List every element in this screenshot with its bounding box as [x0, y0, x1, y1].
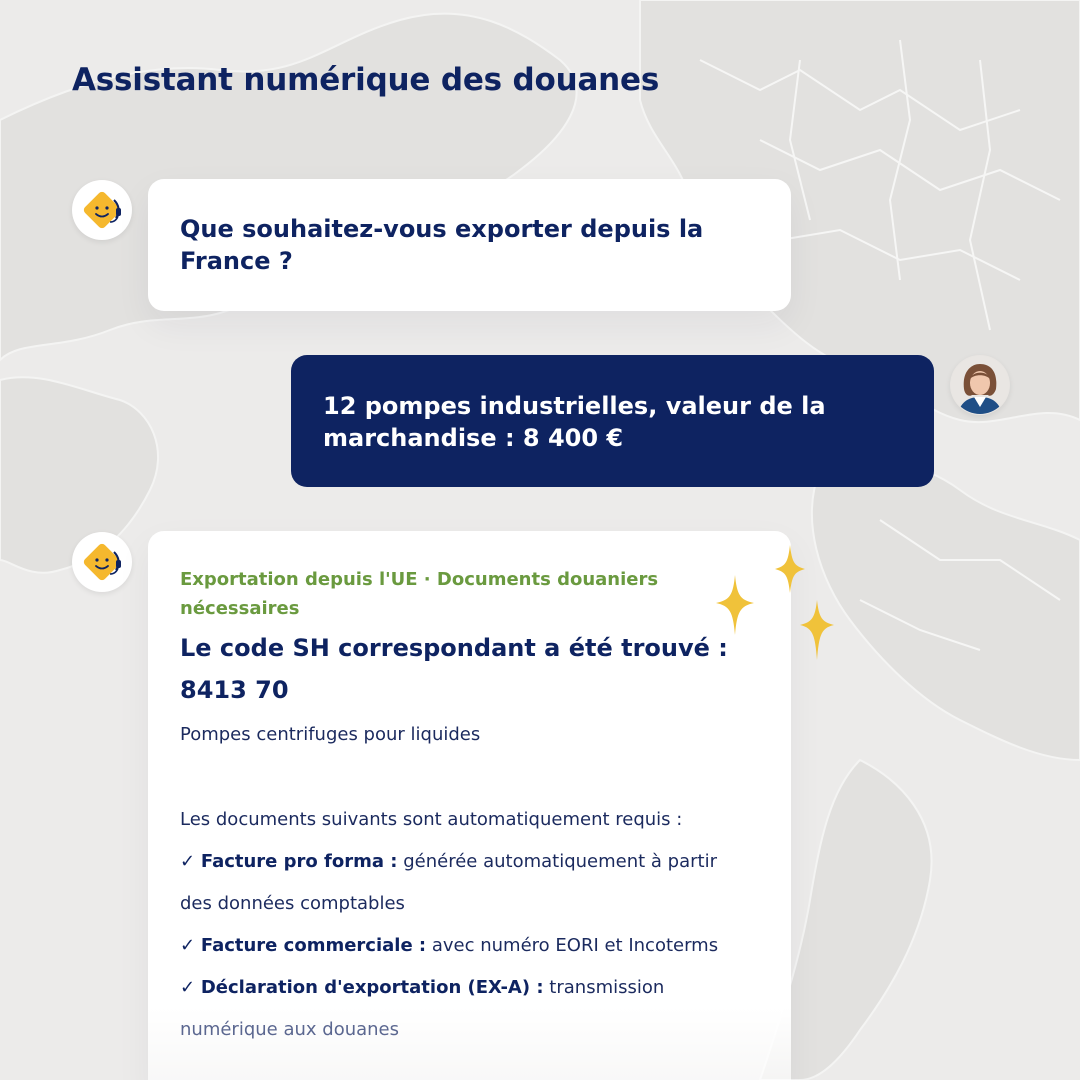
document-description-cont: numérique aux douanes	[180, 1019, 400, 1040]
document-description: avec numéro EORI et Incoterms	[431, 935, 719, 956]
list-item	[180, 841, 759, 925]
hs-code-heading	[180, 627, 759, 711]
sparkles-icon	[710, 540, 850, 670]
answer-category-label: Exportation depuis l'UE · Documents douaniers nécessaires	[180, 569, 659, 619]
user-message	[291, 355, 934, 487]
user-answer-text: 12 pompes industrielles, valeur de la marchandise : 8 400 €	[323, 392, 826, 452]
user-avatar	[950, 355, 1010, 415]
bot-question-text: Que souhaitez-vous exporter depuis la France ?	[180, 215, 704, 275]
document-name: Facture pro forma :	[200, 851, 398, 872]
hs-code-value: 8413 70	[180, 676, 289, 704]
document-name: Déclaration d'exportation (EX-A) :	[200, 977, 544, 998]
bot-message-answer	[148, 531, 791, 1080]
document-description: transmission	[549, 977, 665, 998]
list-item	[180, 967, 759, 1051]
bot-headset-icon	[72, 532, 132, 592]
document-description: générée automatiquement à partir	[403, 851, 717, 872]
page-title: Assistant numérique des douanes	[72, 62, 660, 98]
check-icon: ✓	[180, 977, 196, 998]
hs-heading-text: Le code SH correspondant a été trouvé :	[180, 634, 728, 662]
documents-intro: Les documents suivants sont automatiquement requis :	[180, 809, 683, 830]
bot-message-question	[148, 179, 791, 311]
check-icon: ✓	[180, 935, 196, 956]
list-item	[180, 925, 759, 967]
check-icon: ✓	[180, 851, 196, 872]
document-description-cont: des données comptables	[180, 893, 405, 914]
bot-avatar	[72, 180, 132, 240]
bot-headset-icon	[72, 180, 132, 240]
bot-avatar	[72, 532, 132, 592]
document-name: Facture commerciale :	[200, 935, 427, 956]
user-photo-avatar	[950, 355, 1010, 415]
documents-list	[180, 841, 759, 1051]
hs-code-description: Pompes centrifuges pour liquides	[180, 724, 481, 745]
